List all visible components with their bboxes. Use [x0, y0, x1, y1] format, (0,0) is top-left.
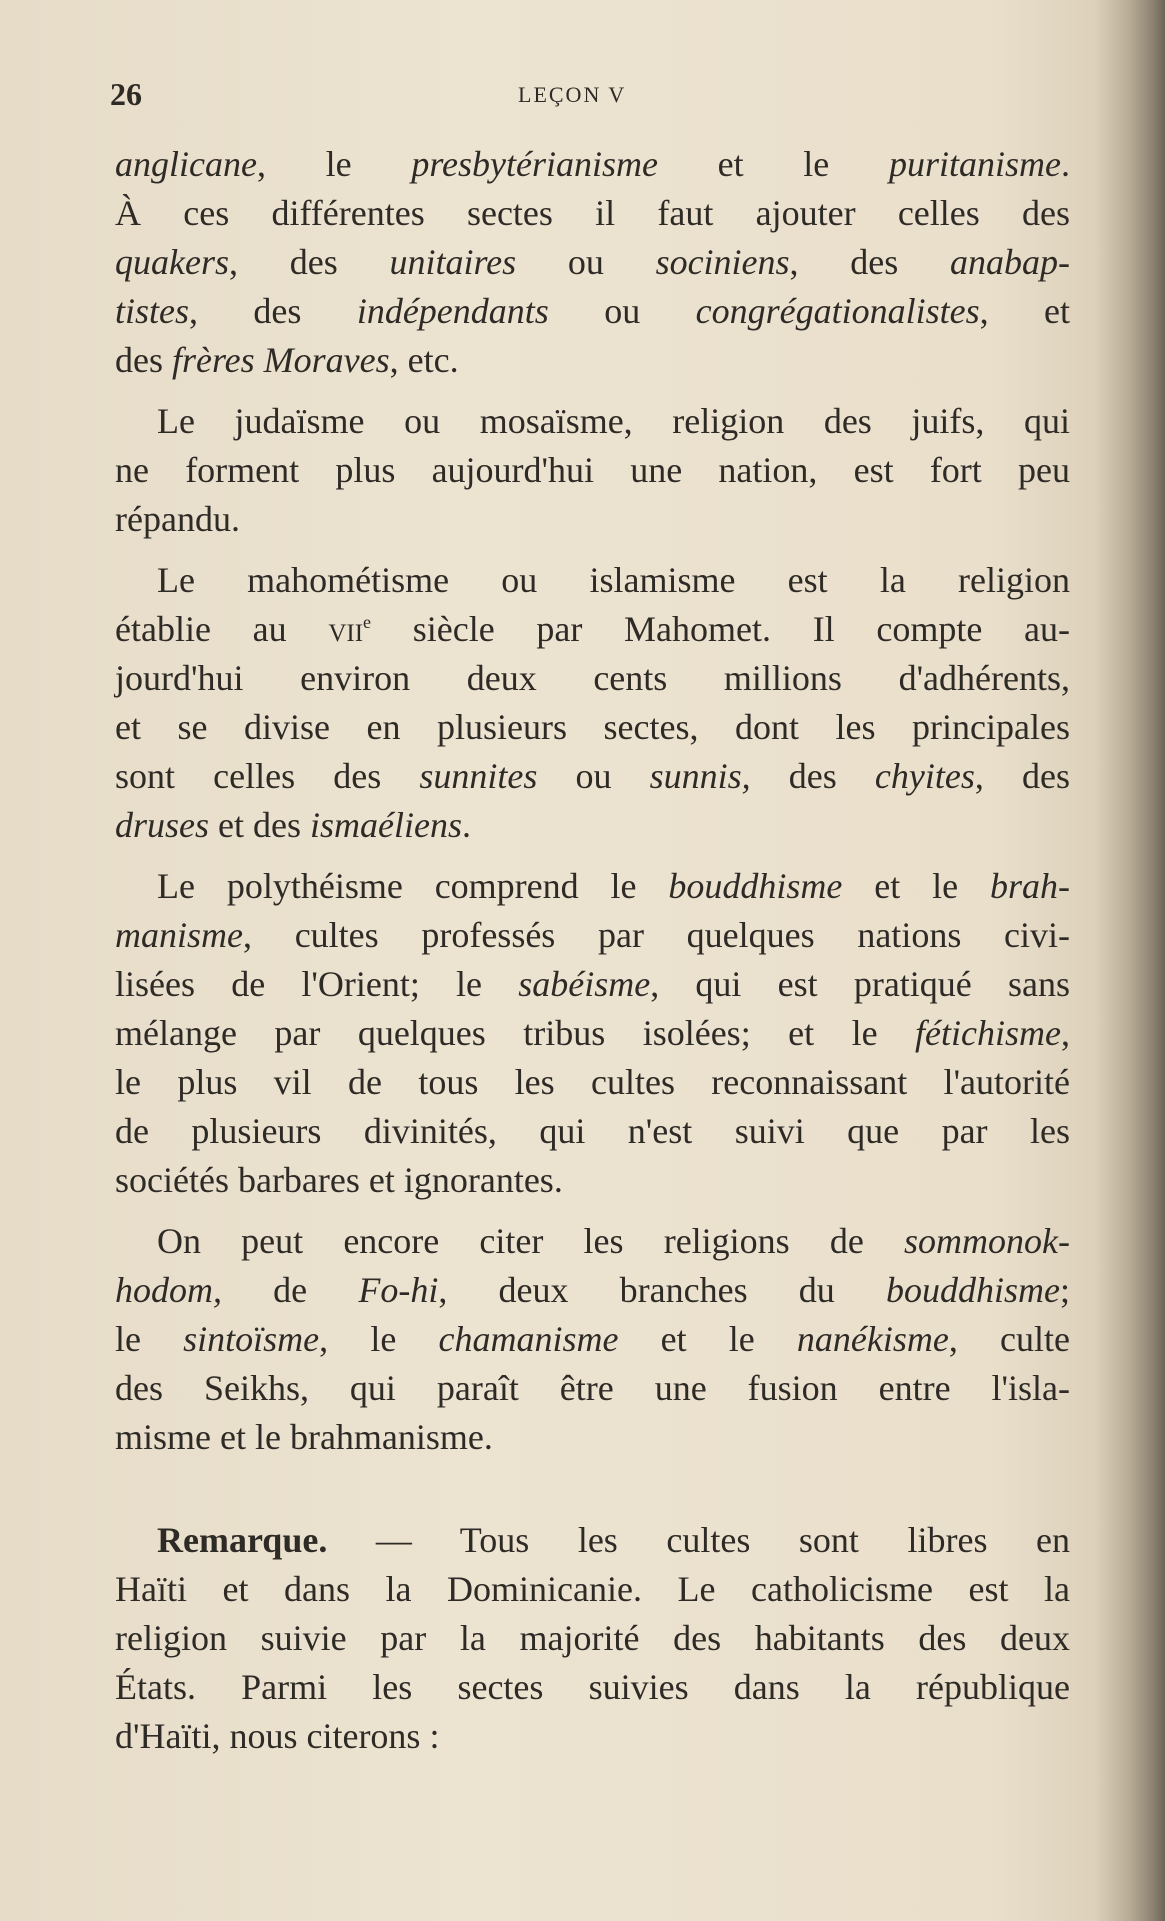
text-line: [115, 1058, 1070, 1107]
text-segment: répandu.: [115, 499, 240, 539]
text-segment: , des: [228, 242, 390, 282]
text-segment: , culte: [948, 1319, 1071, 1359]
text-line: [115, 189, 1070, 238]
text-segment: ou: [537, 756, 650, 796]
text-segment: des Seikhs, qui paraît être une fusion entre l'isla-: [115, 1368, 1070, 1408]
remark-label: Remarque.: [157, 1520, 328, 1560]
italic-term: brah-: [990, 866, 1070, 906]
text-line: [115, 752, 1070, 801]
text-segment: ;: [1059, 1270, 1070, 1310]
text-segment: ou: [516, 242, 656, 282]
italic-term: Fo-hi: [358, 1270, 439, 1310]
text-segment: , le: [319, 1319, 439, 1359]
text-segment: et le: [842, 866, 990, 906]
text-segment: ,: [1061, 1013, 1070, 1053]
italic-term: ismaéliens: [309, 805, 462, 845]
running-head: LEÇON V: [518, 82, 627, 107]
italic-term: tistes: [115, 291, 190, 331]
text-line: [115, 1712, 1070, 1761]
text-line: [115, 960, 1070, 1009]
text-segment: , etc.: [389, 340, 459, 380]
italic-term: quakers: [115, 242, 229, 282]
text-line: [115, 397, 1070, 446]
italic-term: anglicane: [115, 144, 257, 184]
text-line: [115, 654, 1070, 703]
text-line: [115, 1315, 1070, 1364]
italic-term: hodom,: [115, 1270, 222, 1310]
text-line: [115, 1663, 1070, 1712]
text-segment: le: [115, 1319, 184, 1359]
text-line: [115, 336, 1070, 385]
text-line: [115, 238, 1070, 287]
italic-term: sunnites: [419, 756, 538, 796]
text-segment: de plusieurs divinités, qui n'est suivi que par les: [115, 1111, 1070, 1151]
text-segment: , des: [189, 291, 357, 331]
text-line: [115, 1217, 1070, 1266]
italic-term: druses: [115, 805, 210, 845]
text-segment: , des: [789, 242, 950, 282]
text-line: [115, 605, 1070, 654]
italic-term: puritanisme: [888, 144, 1061, 184]
text-segment: sociétés barbares et ignorantes.: [115, 1160, 563, 1200]
italic-term: congrégationalistes: [695, 291, 980, 331]
italic-term: frères Moraves: [172, 340, 390, 380]
text-line: [115, 1565, 1070, 1614]
italic-term: chamanisme: [438, 1319, 619, 1359]
italic-term: sunnis,: [649, 756, 751, 796]
text-line: [115, 1156, 1070, 1205]
italic-term: sociniens: [655, 242, 790, 282]
text-segment: ne forment plus aujourd'hui une nation, est fort peu: [115, 450, 1070, 490]
text-segment: des: [115, 340, 172, 380]
text-segment: des: [750, 756, 875, 796]
text-line: [115, 1364, 1070, 1413]
text-segment: , cultes professés par quelques nations civi-: [243, 915, 1070, 955]
text-line: [115, 911, 1070, 960]
text-segment: e: [363, 612, 372, 632]
text-segment: religion suivie par la majorité des habitants des deux: [115, 1618, 1070, 1658]
text-segment: d'Haïti, nous citerons :: [115, 1716, 440, 1756]
text-segment: de: [222, 1270, 359, 1310]
text-line: [115, 1266, 1070, 1315]
text-segment: Haïti et dans la Dominicanie. Le catholicisme est la: [115, 1569, 1070, 1609]
text-segment: , qui est pratiqué sans: [650, 964, 1070, 1004]
text-segment: .: [461, 805, 471, 845]
page-number: 26: [110, 76, 142, 112]
text-segment: États. Parmi les sectes suivies dans la république: [115, 1667, 1070, 1707]
text-segment: misme et le brahmanisme.: [115, 1417, 493, 1457]
text-line: [115, 703, 1070, 752]
page-body-text: [115, 140, 1070, 1761]
text-segment: Le mahométisme ou islamisme est la religion: [157, 560, 1070, 600]
italic-term: indépendants: [356, 291, 549, 331]
text-segment: , et: [979, 291, 1070, 331]
text-segment: À ces différentes sectes il faut ajouter celles des: [115, 193, 1070, 233]
text-line: [115, 1107, 1070, 1156]
text-line: [115, 140, 1070, 189]
text-line: [115, 1516, 1070, 1565]
italic-term: anabap-: [950, 242, 1070, 282]
text-segment: Le polythéisme comprend le: [157, 866, 669, 906]
italic-term: presbytérianisme: [411, 144, 658, 184]
text-segment: , le: [256, 144, 412, 184]
text-segment: jourd'hui environ deux cents millions d'adhérents,: [115, 658, 1070, 698]
italic-term: sabéisme: [518, 964, 651, 1004]
text-line: [115, 446, 1070, 495]
text-segment: On peut encore citer les religions de: [157, 1221, 905, 1261]
text-segment: et des: [209, 805, 310, 845]
text-segment: mélange par quelques tribus isolées; et le: [115, 1013, 916, 1053]
italic-term: unitaires: [389, 242, 517, 282]
text-segment: et se divise en plusieurs sectes, dont les principales: [115, 707, 1070, 747]
text-segment: Le judaïsme ou mosaïsme, religion des juifs, qui: [157, 401, 1070, 441]
text-line: [115, 495, 1070, 544]
italic-term: sommonok-: [904, 1221, 1070, 1261]
text-segment: le plus vil de tous les cultes reconnaissant l'autorité: [115, 1062, 1070, 1102]
text-line: [115, 556, 1070, 605]
text-segment: , deux branches du: [438, 1270, 886, 1310]
italic-term: manisme: [115, 915, 243, 955]
text-segment: et le: [657, 144, 889, 184]
page-header: [110, 76, 930, 120]
text-line: [115, 1009, 1070, 1058]
italic-term: nanékisme: [796, 1319, 949, 1359]
text-segment: établie au: [115, 609, 329, 649]
text-segment: .: [1061, 144, 1070, 184]
text-line: [115, 1413, 1070, 1462]
text-segment: sont celles des: [115, 756, 420, 796]
text-segment: ou: [548, 291, 696, 331]
italic-term: bouddhisme: [885, 1270, 1060, 1310]
italic-term: sintoïsme: [183, 1319, 320, 1359]
text-line: [115, 1614, 1070, 1663]
italic-term: fétichisme: [915, 1013, 1061, 1053]
text-line: [115, 287, 1070, 336]
text-segment: siècle par Mahomet. Il compte au-: [371, 609, 1070, 649]
italic-term: bouddhisme: [668, 866, 843, 906]
italic-term: chyites: [874, 756, 975, 796]
text-segment: lisées de l'Orient; le: [115, 964, 519, 1004]
text-segment: vii: [328, 609, 364, 649]
text-line: [115, 801, 1070, 850]
text-segment: — Tous les cultes sont libres en: [327, 1520, 1070, 1560]
text-segment: , des: [974, 756, 1070, 796]
text-segment: et le: [618, 1319, 797, 1359]
text-line: [115, 862, 1070, 911]
